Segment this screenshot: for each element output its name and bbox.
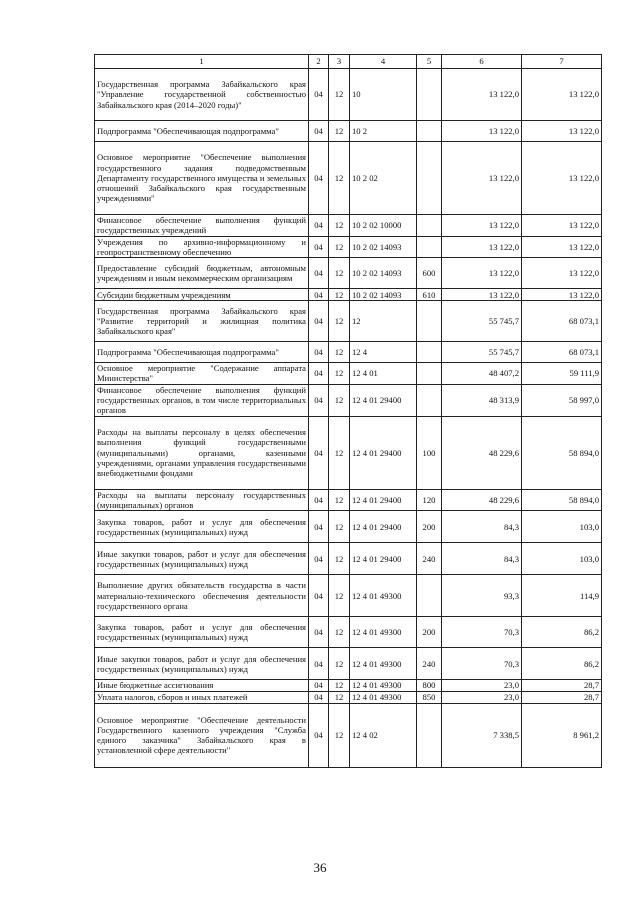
row-subsection-code: 12: [329, 703, 350, 767]
row-description: Финансовое обеспечение выполнения функций государственных органов, в том числе территориальных органов: [95, 384, 309, 416]
row-target-article: 12 4 02: [350, 703, 417, 767]
row-description: Закупка товаров, работ и услуг для обеспечения государственных (муниципальных) нужд: [95, 617, 309, 648]
row-amount-col7: 13 122,0: [522, 69, 602, 121]
row-expense-type: [417, 142, 442, 215]
row-subsection-code: 12: [329, 142, 350, 215]
row-description: Выполнение других обязательств государства в части материально-технического обеспечения деятельности государственного органа: [95, 575, 309, 617]
row-amount-col7: 28,7: [522, 691, 602, 703]
table-row: [95, 289, 602, 301]
header-col-2: 2: [309, 55, 329, 69]
row-amount-col7: 13 122,0: [522, 258, 602, 289]
row-amount-col6: 48 313,9: [442, 384, 522, 416]
row-target-article: 10 2 02 10000: [350, 215, 417, 237]
table-row: [95, 511, 602, 543]
row-description: Учреждения по архивно-информационному и геопространственному обеспечению: [95, 236, 309, 258]
row-description: Расходы на выплаты персоналу в целях обеспечения выполнения функций государственными (муниципальными) органами, казенными учреждениями, органами управления государственными внебюджетными фондами: [95, 416, 309, 489]
row-description: Подпрограмма "Обеспечивающая подпрограмма": [95, 121, 309, 142]
row-target-article: 12: [350, 301, 417, 342]
table-row: [95, 703, 602, 767]
row-section-code: 04: [309, 575, 329, 617]
row-expense-type: [417, 703, 442, 767]
row-description: Государственная программа Забайкальского края "Управление государственной собственностью Забайкальского края (2014–2020 годы)": [95, 69, 309, 121]
row-expense-type: 800: [417, 680, 442, 691]
row-description: Основное мероприятие "Обеспечение деятельности Государственного казенного учреждения "Служба единого заказчика" Забайкальского края в установленной сфере деятельности": [95, 703, 309, 767]
header-col-7: 7: [522, 55, 602, 69]
row-expense-type: 200: [417, 617, 442, 648]
row-amount-col7: 58 894,0: [522, 416, 602, 489]
row-expense-type: [417, 575, 442, 617]
row-description: Государственная программа Забайкальского края "Развитие территорий и жилищная политика Забайкальского края": [95, 301, 309, 342]
row-target-article: 12 4 01 29400: [350, 416, 417, 489]
row-target-article: 10 2 02 14093: [350, 236, 417, 258]
row-expense-type: [417, 69, 442, 121]
row-subsection-code: 12: [329, 258, 350, 289]
row-target-article: 10: [350, 69, 417, 121]
row-subsection-code: 12: [329, 342, 350, 363]
row-subsection-code: 12: [329, 236, 350, 258]
row-amount-col7: 86,2: [522, 648, 602, 680]
row-amount-col7: 58 997,0: [522, 384, 602, 416]
row-amount-col7: 59 111,9: [522, 363, 602, 385]
header-col-6: 6: [442, 55, 522, 69]
row-target-article: 10 2 02: [350, 142, 417, 215]
row-expense-type: [417, 384, 442, 416]
row-target-article: 12 4 01 49300: [350, 617, 417, 648]
row-subsection-code: 12: [329, 215, 350, 237]
row-expense-type: [417, 121, 442, 142]
row-section-code: 04: [309, 543, 329, 575]
row-expense-type: 120: [417, 489, 442, 511]
row-amount-col6: 13 122,0: [442, 289, 522, 301]
row-section-code: 04: [309, 142, 329, 215]
budget-table: [94, 54, 602, 768]
row-expense-type: 240: [417, 543, 442, 575]
row-section-code: 04: [309, 215, 329, 237]
row-description: Иные бюджетные ассигнования: [95, 680, 309, 691]
row-target-article: 12 4 01 29400: [350, 384, 417, 416]
row-section-code: 04: [309, 289, 329, 301]
row-subsection-code: 12: [329, 121, 350, 142]
row-amount-col7: 13 122,0: [522, 289, 602, 301]
row-target-article: 10 2 02 14093: [350, 258, 417, 289]
row-amount-col7: 103,0: [522, 543, 602, 575]
row-amount-col7: 13 122,0: [522, 215, 602, 237]
row-target-article: 12 4: [350, 342, 417, 363]
row-description: Предоставление субсидий бюджетным, автономным учреждениям и иным некоммерческим организациям: [95, 258, 309, 289]
row-section-code: 04: [309, 691, 329, 703]
table-row: [95, 301, 602, 342]
row-description: Иные закупки товаров, работ и услуг для обеспечения государственных (муниципальных) нужд: [95, 543, 309, 575]
table-row: [95, 543, 602, 575]
row-subsection-code: 12: [329, 543, 350, 575]
table-row: [95, 384, 602, 416]
row-amount-col6: 13 122,0: [442, 236, 522, 258]
table-row: [95, 236, 602, 258]
row-amount-col6: 23,0: [442, 691, 522, 703]
row-amount-col6: 13 122,0: [442, 69, 522, 121]
page-number: 36: [313, 860, 327, 875]
row-section-code: 04: [309, 648, 329, 680]
table-row: [95, 416, 602, 489]
table-row: [95, 69, 602, 121]
row-target-article: 12 4 01 49300: [350, 648, 417, 680]
header-col-5: 5: [417, 55, 442, 69]
row-amount-col6: 23,0: [442, 680, 522, 691]
table-row: [95, 142, 602, 215]
row-amount-col7: 8 961,2: [522, 703, 602, 767]
row-expense-type: 850: [417, 691, 442, 703]
row-amount-col7: 103,0: [522, 511, 602, 543]
row-subsection-code: 12: [329, 416, 350, 489]
table-row: [95, 121, 602, 142]
row-amount-col6: 93,3: [442, 575, 522, 617]
row-section-code: 04: [309, 69, 329, 121]
row-target-article: 12 4 01 49300: [350, 691, 417, 703]
table-row: [95, 215, 602, 237]
row-subsection-code: 12: [329, 384, 350, 416]
table-row: [95, 617, 602, 648]
row-amount-col6: 13 122,0: [442, 258, 522, 289]
row-section-code: 04: [309, 416, 329, 489]
row-amount-col6: 48 229,6: [442, 416, 522, 489]
row-amount-col7: 13 122,0: [522, 142, 602, 215]
row-section-code: 04: [309, 363, 329, 385]
row-target-article: 12 4 01 29400: [350, 543, 417, 575]
row-description: Субсидии бюджетным учреждениям: [95, 289, 309, 301]
row-amount-col6: 84,3: [442, 511, 522, 543]
row-amount-col6: 48 229,6: [442, 489, 522, 511]
row-section-code: 04: [309, 617, 329, 648]
row-expense-type: 610: [417, 289, 442, 301]
row-expense-type: [417, 342, 442, 363]
row-target-article: 12 4 01: [350, 363, 417, 385]
header-col-1: 1: [95, 55, 309, 69]
row-amount-col7: 13 122,0: [522, 121, 602, 142]
table-row: [95, 342, 602, 363]
row-subsection-code: 12: [329, 648, 350, 680]
row-subsection-code: 12: [329, 691, 350, 703]
row-amount-col6: 13 122,0: [442, 142, 522, 215]
row-section-code: 04: [309, 258, 329, 289]
row-description: Подпрограмма "Обеспечивающая подпрограмма": [95, 342, 309, 363]
row-section-code: 04: [309, 342, 329, 363]
row-amount-col7: 13 122,0: [522, 236, 602, 258]
table-row: [95, 258, 602, 289]
row-amount-col6: 84,3: [442, 543, 522, 575]
header-col-4: 4: [350, 55, 417, 69]
row-subsection-code: 12: [329, 617, 350, 648]
row-subsection-code: 12: [329, 511, 350, 543]
header-col-3: 3: [329, 55, 350, 69]
row-expense-type: [417, 301, 442, 342]
row-section-code: 04: [309, 680, 329, 691]
row-amount-col7: 86,2: [522, 617, 602, 648]
row-description: Финансовое обеспечение выполнения функций государственных учреждений: [95, 215, 309, 237]
table-row: [95, 680, 602, 691]
row-subsection-code: 12: [329, 489, 350, 511]
row-description: Иные закупки товаров, работ и услуг для обеспечения государственных (муниципальных) нужд: [95, 648, 309, 680]
row-target-article: 10 2: [350, 121, 417, 142]
row-section-code: 04: [309, 703, 329, 767]
table-row: [95, 575, 602, 617]
row-expense-type: 600: [417, 258, 442, 289]
row-amount-col6: 48 407,2: [442, 363, 522, 385]
row-target-article: 12 4 01 49300: [350, 680, 417, 691]
row-amount-col7: 28,7: [522, 680, 602, 691]
row-amount-col6: 55 745,7: [442, 301, 522, 342]
header-row: [95, 55, 602, 69]
table-row: [95, 691, 602, 703]
table-row: [95, 489, 602, 511]
table-body: [95, 69, 602, 768]
row-amount-col6: 70,3: [442, 617, 522, 648]
row-amount-col7: 114,9: [522, 575, 602, 617]
row-expense-type: [417, 236, 442, 258]
row-target-article: 12 4 01 29400: [350, 511, 417, 543]
row-expense-type: 200: [417, 511, 442, 543]
row-amount-col7: 68 073,1: [522, 342, 602, 363]
row-expense-type: [417, 363, 442, 385]
table-row: [95, 363, 602, 385]
row-target-article: 10 2 02 14093: [350, 289, 417, 301]
row-section-code: 04: [309, 511, 329, 543]
row-description: Закупка товаров, работ и услуг для обеспечения государственных (муниципальных) нужд: [95, 511, 309, 543]
row-section-code: 04: [309, 236, 329, 258]
row-subsection-code: 12: [329, 301, 350, 342]
table-row: [95, 648, 602, 680]
row-subsection-code: 12: [329, 575, 350, 617]
row-description: Уплата налогов, сборов и иных платежей: [95, 691, 309, 703]
row-description: Расходы на выплаты персоналу государственных (муниципальных) органов: [95, 489, 309, 511]
row-subsection-code: 12: [329, 289, 350, 301]
row-amount-col6: 7 338,5: [442, 703, 522, 767]
row-target-article: 12 4 01 49300: [350, 575, 417, 617]
row-subsection-code: 12: [329, 363, 350, 385]
row-amount-col6: 70,3: [442, 648, 522, 680]
row-target-article: 12 4 01 29400: [350, 489, 417, 511]
row-expense-type: 240: [417, 648, 442, 680]
row-expense-type: 100: [417, 416, 442, 489]
row-section-code: 04: [309, 489, 329, 511]
row-amount-col7: 68 073,1: [522, 301, 602, 342]
row-section-code: 04: [309, 301, 329, 342]
row-subsection-code: 12: [329, 69, 350, 121]
row-section-code: 04: [309, 121, 329, 142]
row-amount-col7: 58 894,0: [522, 489, 602, 511]
row-description: Основное мероприятие "Обеспечение выполнения государственного задания подведомственным Департаменту государственного имущества и земельных отношений Забайкальского края государственным учреждениями": [95, 142, 309, 215]
row-amount-col6: 55 745,7: [442, 342, 522, 363]
row-subsection-code: 12: [329, 680, 350, 691]
row-section-code: 04: [309, 384, 329, 416]
row-expense-type: [417, 215, 442, 237]
row-amount-col6: 13 122,0: [442, 121, 522, 142]
row-description: Основное мероприятие "Содержание аппарата Министерства": [95, 363, 309, 385]
row-amount-col6: 13 122,0: [442, 215, 522, 237]
